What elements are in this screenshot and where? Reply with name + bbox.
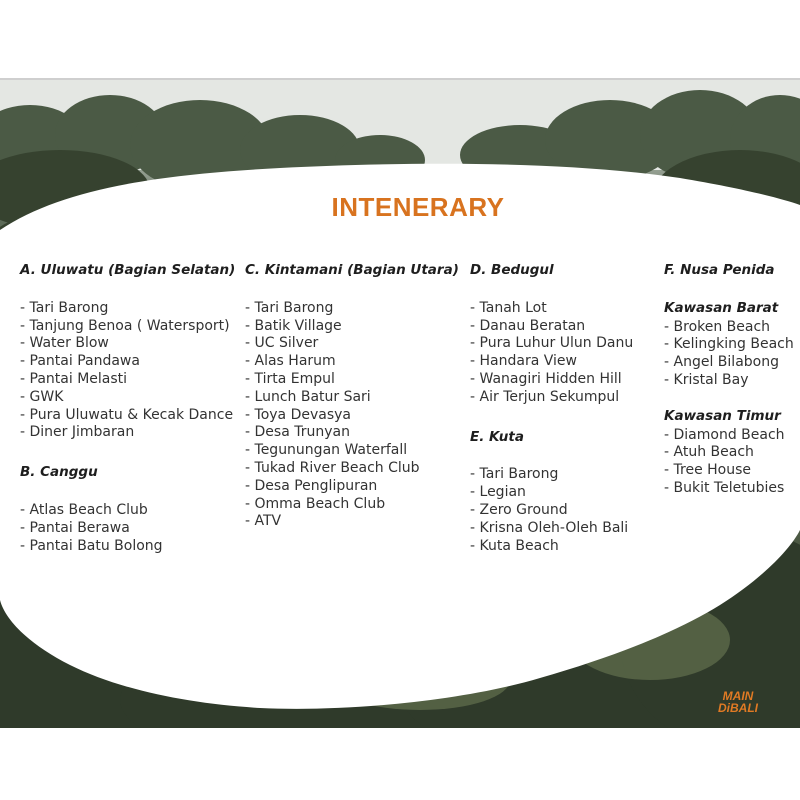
- list-item: - Batik Village: [245, 318, 459, 336]
- list-item: - ATV: [245, 513, 459, 531]
- column-nusa-penida: [664, 262, 794, 498]
- list-item: - Pantai Batu Bolong: [20, 538, 235, 556]
- list-item: - Kristal Bay: [664, 372, 794, 390]
- list-item: - Angel Bilabong: [664, 354, 794, 372]
- list-item: - Broken Beach: [664, 319, 794, 337]
- section-heading-uluwatu: A. Uluwatu (Bagian Selatan): [20, 262, 236, 278]
- list-item: - Water Blow: [20, 335, 235, 353]
- list-item: - Lunch Batur Sari: [245, 389, 459, 407]
- section-heading-kuta: E. Kuta: [470, 428, 524, 445]
- list-item: - Tirta Empul: [245, 371, 459, 389]
- list-uluwatu: [20, 300, 235, 442]
- list-item: - Wanagiri Hidden Hill: [470, 371, 633, 389]
- section-heading-canggu: B. Canggu: [20, 464, 98, 481]
- list-canggu: [20, 502, 235, 555]
- list-item: - Tegunungan Waterfall: [245, 442, 459, 460]
- list-item: - Desa Penglipuran: [245, 478, 459, 496]
- list-item: - Bukit Teletubies: [664, 480, 794, 498]
- list-item: - Desa Trunyan: [245, 424, 459, 442]
- list-item: - Tanjung Benoa ( Watersport): [20, 318, 235, 336]
- page-title: INTENERARY: [331, 192, 505, 222]
- list-kintamani: [245, 300, 459, 531]
- list-item: - UC Silver: [245, 335, 459, 353]
- list-item: - GWK: [20, 389, 235, 407]
- list-item: - Pantai Melasti: [20, 371, 235, 389]
- section-heading-kintamani: C. Kintamani (Bagian Utara): [245, 262, 459, 278]
- list-item: - Kelingking Beach: [664, 336, 794, 354]
- list-item: - Kuta Beach: [470, 538, 633, 556]
- list-item: - Danau Beratan: [470, 318, 633, 336]
- list-kuta: [470, 466, 633, 555]
- list-item: - Air Terjun Sekumpul: [470, 389, 633, 407]
- list-item: - Legian: [470, 484, 633, 502]
- list-item: - Atuh Beach: [664, 444, 794, 462]
- list-item: - Tree House: [664, 462, 794, 480]
- list-item: - Tukad River Beach Club: [245, 460, 459, 478]
- list-item: - Zero Ground: [470, 502, 633, 520]
- list-item: - Pantai Pandawa: [20, 353, 235, 371]
- list-item: - Diner Jimbaran: [20, 424, 235, 442]
- list-kawasan-barat: [664, 319, 794, 390]
- list-item: - Pura Uluwatu & Kecak Dance: [20, 407, 235, 425]
- list-item: - Alas Harum: [245, 353, 459, 371]
- list-item: - Tari Barong: [470, 466, 633, 484]
- list-kawasan-timur: [664, 427, 794, 498]
- list-item: - Tanah Lot: [470, 300, 633, 318]
- list-item: - Pura Luhur Ulun Danu: [470, 335, 633, 353]
- list-item: - Omma Beach Club: [245, 496, 459, 514]
- list-item: - Tari Barong: [20, 300, 235, 318]
- list-item: - Atlas Beach Club: [20, 502, 235, 520]
- list-item: - Krisna Oleh-Oleh Bali: [470, 520, 633, 538]
- list-item: - Tari Barong: [245, 300, 459, 318]
- list-bedugul: [470, 300, 633, 407]
- column-kintamani: [245, 262, 459, 531]
- section-heading-nusa-penida: F. Nusa Penida: [664, 262, 775, 278]
- subsection-heading-kawasan-barat: Kawasan Barat: [664, 299, 779, 316]
- list-item: - Diamond Beach: [664, 427, 794, 445]
- column-bedugul-kuta: [470, 262, 633, 555]
- subsection-heading-kawasan-timur: Kawasan Timur: [664, 407, 781, 424]
- column-uluwatu-canggu: [20, 262, 235, 555]
- list-item: - Toya Devasya: [245, 407, 459, 425]
- brand-logo: MAIN DiBALI: [718, 689, 758, 715]
- list-item: - Handara View: [470, 353, 633, 371]
- list-item: - Pantai Berawa: [20, 520, 235, 538]
- section-heading-bedugul: D. Bedugul: [470, 262, 554, 278]
